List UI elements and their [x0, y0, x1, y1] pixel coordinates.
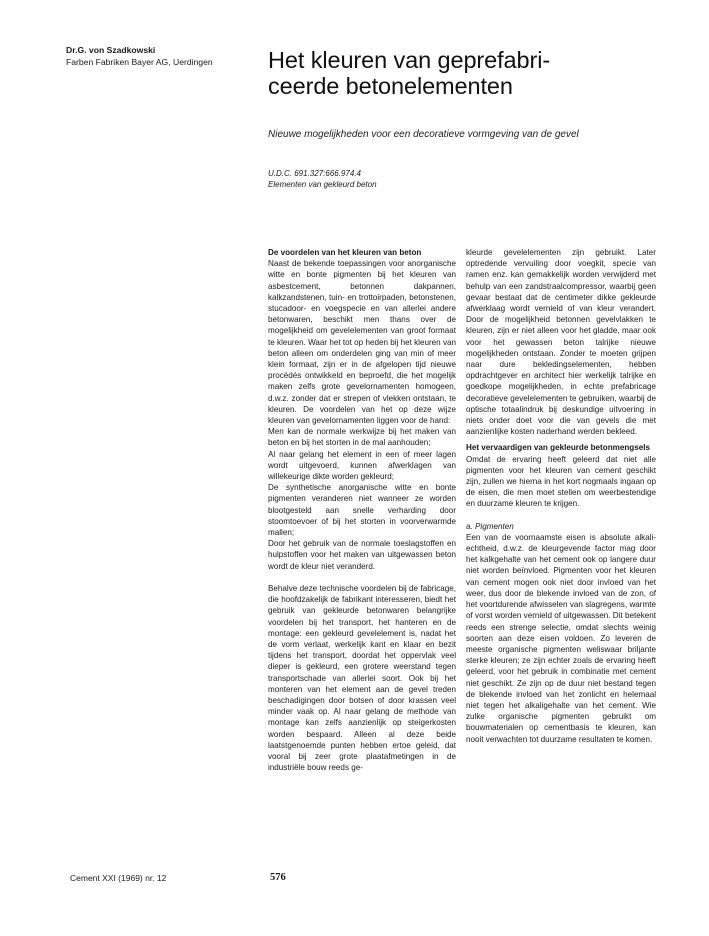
journal-reference: Cement XXI (1969) nr. 12 [70, 873, 167, 883]
article-title-line-1: Het kleuren van geprefabri- [268, 47, 551, 73]
section-heading: Het vervaardigen van gekleurde betonmengsels [466, 443, 650, 453]
classification-block [268, 168, 688, 190]
page-number: 576 [270, 872, 286, 883]
paragraph: De synthetische anorganische witte en bonte pigmenten veranderen niet wanneer ze worden blootgesteld aan snelle verharding door stoomtoevoer of bij het storten in voorverwarmde mallen; [268, 483, 456, 538]
paragraph: Behalve deze technische voordelen bij de fabricage, die hoofdzakelijk de fabrikant interesseren, biedt het gebruik van gekleurde betonwaren belangrijke voordelen bij het transport, het hanteren en de montage: een gekleurd gevelelement is, nadat het de vorm verlaat, werkelijk kant en klaar en bezit tijdens het transport, doordat het oppervlak veel dieper is gekleurd, een grotere weerstand tegen transportschade van allerlei soort. Ook bij het monteren van het element aan de gevel treden beschadigingen door botsen of door krassen veel minder vaak op. Al naar gelang de methode van montage kan zelfs aanzienlijk op steigerkosten worden bespaard. Alleen al deze beide laatstgenoemde punten hebben ertoe geleid, dat vooral bij zeer grote plaatafmetingen in de industriële bouw reeds ge- [268, 583, 456, 773]
paragraph: Naast de bekende toepassingen voor anorganische witte en bonte pigmenten bij het kleuren van asbestcement, betonnen dakpannen, kalkzandstenen, tuin- en trottoirpaden, betonstenen, stucadoor- en voegspecie en van allerlei andere betonwaren, beschikt men thans over de mogelijkheid om gevelelementen van groot formaat te kleuren. Waar het tot op heden bij het kleuren van beton alleen om onderdelen ging van min of meer klein formaat, zijn er in de afgelopen tijd nieuwe procédés ontwikkeld en beproefd, die het mogelijk maken zelfs grote gevelornamenten homogeen, d.w.z. zonder dat er strepen of vlekken ontstaan, te kleuren. De voordelen van het op deze wijze kleuren van gevelornamenten liggen voor de hand: [268, 259, 456, 426]
udc-topic: Elementen van gekleurd beton [268, 180, 377, 189]
udc-code: U.D.C. 691.327:666.974.4 [268, 169, 361, 178]
article-subtitle: Nieuwe mogelijkheden voor een decoratieve vormgeving van de gevel [268, 129, 579, 140]
author-name: Dr.G. von Szadkowski [66, 45, 156, 55]
paragraph: kleurde gevelelementen zijn gebruikt. Later optredende vervuiling door voegkit, specie van ramen enz. kan gemakkelijk worden verwijderd met behulp van een zandstraalcompressor, waarbij geen gevaar bestaat dat de centimeter dikke gekleurde afwerklaag wordt vernield of van kleur verandert. Door de mogelijkheid betonnen gevelvlakken te kleuren, zijn er niet alleen voor het gladde, maar ook voor het gewassen beton talrijke nieuwe mogelijkheden ontstaan. Zonder te moeten grijpen naar dure bekledingselementen, hebben opdrachtgever en architect hier werkelijk talrijke en goedkope mogelijkheden, in echte prefabricage decoratieve gevelelementen te gebruiken, waarbij de optische totaalindruk bij deskundige uitvoering in niets onder doet voor die van gevels die met aanzienlijke kosten naderhand werden bekleed. [466, 248, 656, 437]
paragraph: Men kan de normale werkwijze bij het maken van beton en bij het storten in de mal aanhouden; [268, 427, 456, 448]
text-column-right [466, 247, 656, 745]
subsection-prefix: a. [466, 521, 473, 531]
paragraph: Al naar gelang het element in een of meer lagen wordt uitgevoerd, kunnen afwerklagen van willekeurige dikte worden gekleurd; [268, 449, 456, 482]
author-block [66, 44, 256, 68]
subsection-title: Pigmenten [475, 521, 514, 531]
article-title-line-2: ceerde betonelementen [268, 73, 513, 99]
author-affiliation: Farben Fabriken Bayer AG, Uerdingen [66, 57, 213, 67]
paragraph: Door het gebruik van de normale toeslagstoffen en hulpstoffen voor het maken van uitgewassen beton wordt de kleur niet veranderd. [268, 539, 456, 571]
text-column-left [268, 247, 456, 773]
paragraph: Omdat de ervaring heeft geleerd dat niet alle pigmenten voor het kleuren van cement geschikt zijn, zullen we hierna in het kort nogmaals ingaan op de eisen, die men moet stellen om weerbestendige en duurzame kleuren te krijgen. [466, 454, 656, 509]
paragraph: Een van de voornaamste eisen is absolute alkali-echtheid, d.w.z. de kleurgevende factor mag door het kalkgehalte van het cement ook op langere duur niet worden beïnvloed. Pigmenten voor het kleuren van cement mogen ook niet door invloed van het weer, dus door de blekende invloed van de zon, of het voortdurende afwisselen van slagregens, warmte of vorst worden vernield of uitgewassen. Dit betekent reeds een strenge selectie, omdat slechts weinig soorten aan deze eisen voldoen. Zo leveren de meeste organische pigmenten weliswaar briljante sterke kleuren; ze zijn echter zoals de ervaring heeft geleerd, voor het gebruik in combinatie met cement niet geschikt. Ze zijn op de duur niet bestand tegen de blekende invloed van het zonlicht en helemaal niet tegen het alkaligehalte van het cement. Wie zulke organische pigmenten gebruikt om bouwmaterialen op cementbasis te kleuren, kan nooit verwachten tot duurzame resultaten te komen. [466, 532, 656, 744]
subsection-heading [466, 521, 656, 532]
section-heading: De voordelen van het kleuren van beton [268, 248, 422, 257]
article-title [268, 47, 688, 99]
